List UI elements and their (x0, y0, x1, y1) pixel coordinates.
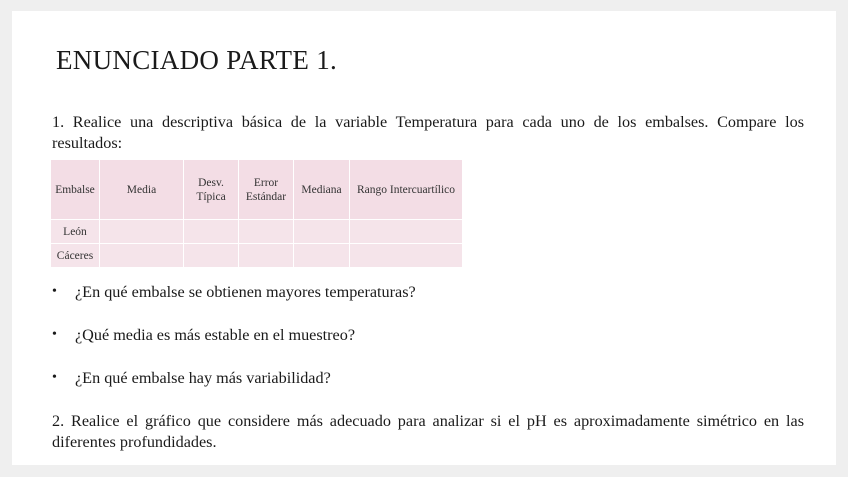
table-cell (350, 220, 463, 244)
table-header-row (51, 160, 463, 220)
table-cell (239, 244, 294, 268)
statistics-table (50, 159, 463, 268)
table-cell (100, 220, 184, 244)
table-cell (239, 220, 294, 244)
table-cell (184, 244, 239, 268)
table-row (51, 220, 463, 244)
table-cell (294, 244, 350, 268)
bullet-item (52, 281, 416, 324)
table-header-cell: Desv. Típica (184, 160, 239, 220)
table-cell (350, 244, 463, 268)
table-header-cell: Error Estándar (239, 160, 294, 220)
question-bullet-list (52, 281, 416, 410)
table-header-cell: Mediana (294, 160, 350, 220)
table-header-cell: Rango Intercuartílico (350, 160, 463, 220)
question-1-text: 1. Realice una descriptiva básica de la variable Temperatura para cada uno de los embalses. Compare los resultados: (52, 113, 804, 152)
bullet-text: ¿En qué embalse se obtienen mayores temperaturas? (75, 283, 416, 301)
bullet-text: ¿En qué embalse hay más variabilidad? (75, 369, 331, 387)
table-header-cell: Embalse (51, 160, 100, 220)
table-cell-embalse: León (51, 220, 100, 244)
bullet-item (52, 367, 416, 410)
bullet-text: ¿Qué media es más estable en el muestreo? (75, 326, 356, 344)
question-2-text: 2. Realice el gráfico que considere más adecuado para analizar si el pH es aproximadamente simétrico en las diferentes profundidades. (52, 412, 804, 451)
bullet-dot-icon: • (52, 327, 57, 342)
table-cell-embalse: Cáceres (51, 244, 100, 268)
table-cell (294, 220, 350, 244)
slide-title: ENUNCIADO PARTE 1. (56, 45, 338, 75)
table-cell (184, 220, 239, 244)
bullet-item (52, 324, 416, 367)
bullet-dot-icon: • (52, 284, 57, 299)
slide (12, 11, 836, 465)
table-cell (100, 244, 184, 268)
bullet-dot-icon: • (52, 370, 57, 385)
table-header-cell: Media (100, 160, 184, 220)
table-row (51, 244, 463, 268)
